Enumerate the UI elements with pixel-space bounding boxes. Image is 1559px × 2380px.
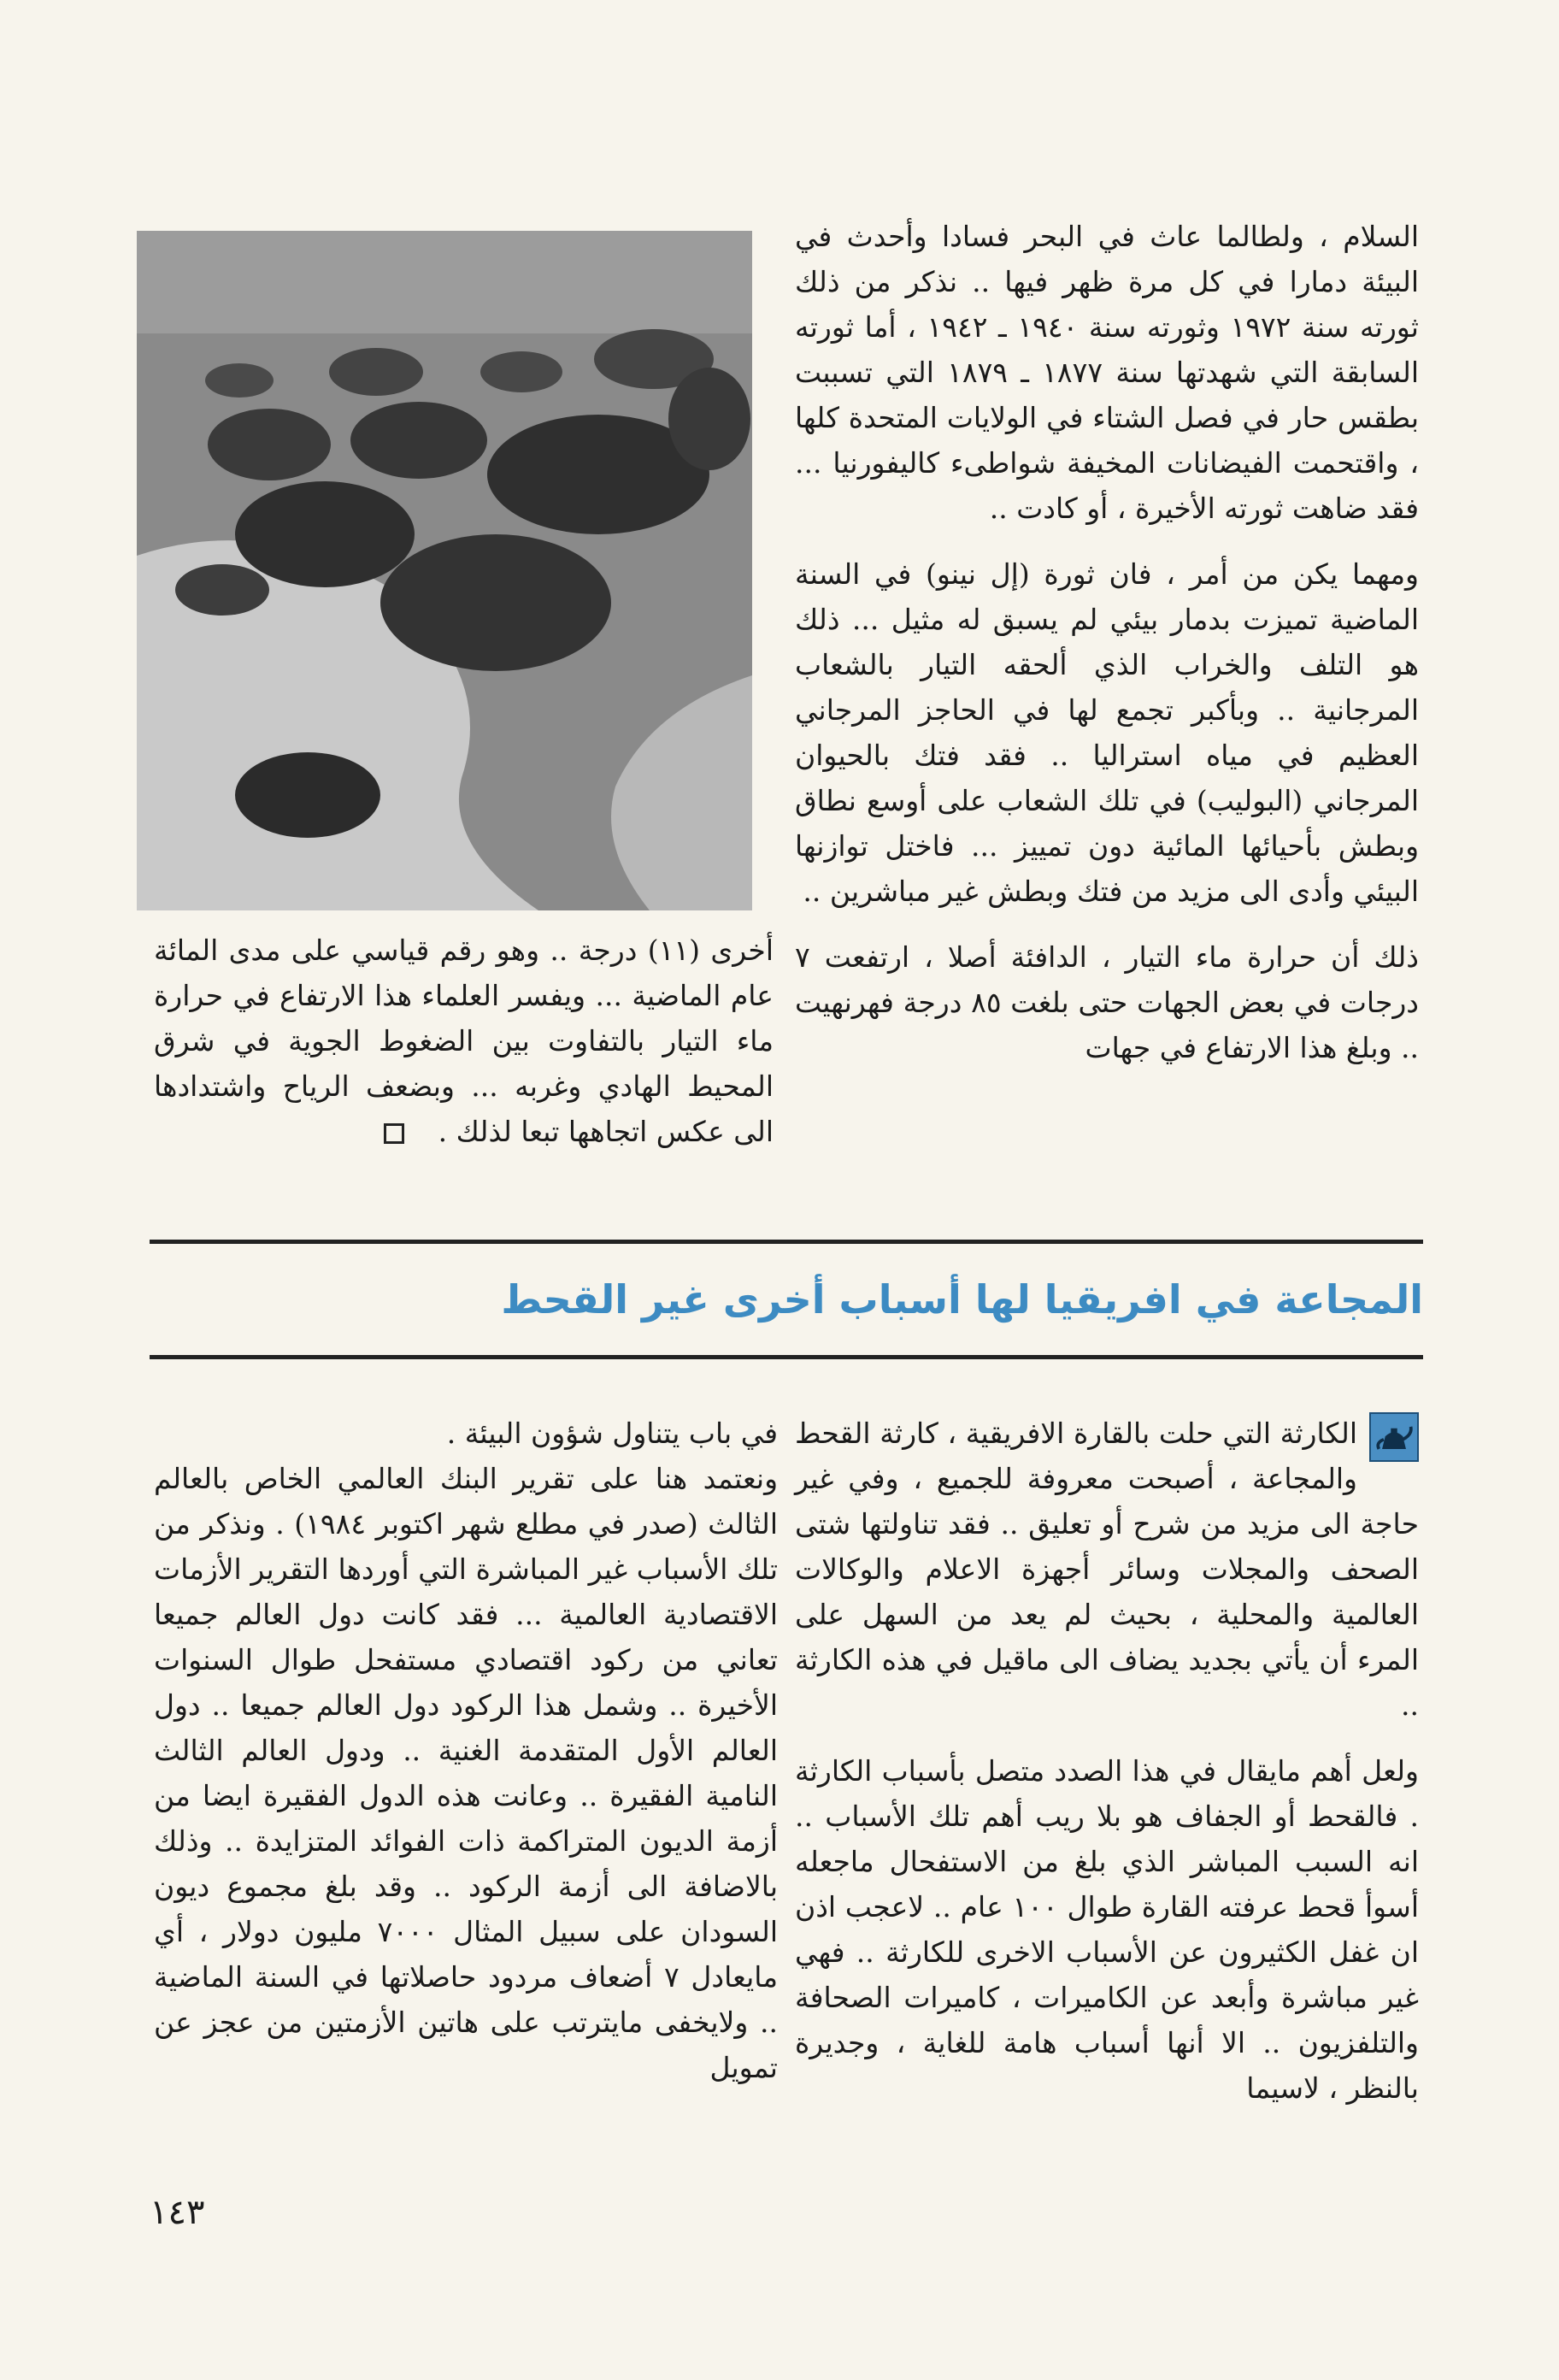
teapot-section-icon [1369,1412,1419,1462]
article-paragraph [154,928,774,1154]
article-bottom-left-column [154,1411,778,2090]
article-paragraph: ومهما يكن من أمر ، فان ثورة (إل نينو) في السنة الماضية تميزت بدمار بيئي لم يسبق له مثيل ... ذلك هو التلف والخراب الذي ألحقه التيار بالشعاب المرجانية .. وبأكبر تجمع لها في الحاجز المرجاني العظيم في مياه استراليا .. فقد فتك بالحيوان المرجاني (البوليب) في تلك الشعاب على أوسع نطاق وبطش بأحيائها المائية دون تمييز ... فاختل توازنها البيئي وأدى الى مزيد من فتك وبطش غير مباشرين .. [795,557,1419,908]
article-paragraph: في باب يتناول شؤون البيئة . [446,1417,778,1450]
article-top-left-column [154,928,774,1154]
section-divider-top [150,1240,1423,1244]
article-paragraph: ولعل أهم مايقال في هذا الصدد متصل بأسباب الكارثة . فالقحط أو الجفاف هو بلا ريب أهم تلك الأسباب .. انه السبب المباشر الذي بلغ من الاستفحال ماجعله أسوأ قحط عرفته القارة طوال ١٠٠ عام .. لاعجب اذن ان غفل الكثيرون عن الأسباب الاخرى للكارثة .. فهي غير مباشرة وأبعد عن الكاميرات ، كاميرات الصحافة والتلفزيون .. الا أنها أسباب هامة للغاية ، وجديرة بالنظر ، لاسيما [795,1754,1419,2105]
section-headline: المجاعة في افريقيا لها أسباب أخرى غير القحط [501,1276,1423,1323]
end-of-article-icon [384,1123,404,1144]
article-bottom-right-column [795,1411,1419,2111]
section-divider-bottom [150,1355,1423,1359]
page-number: ١٤٣ [150,2193,205,2232]
article-top-right-column [795,214,1419,1070]
coral-islands-photo [137,231,752,910]
article-paragraph-text: أخرى (١١) درجة .. وهو رقم قياسي على مدى المائة عام الماضية ... ويفسر العلماء هذا الارتفاع في حرارة ماء التيار بالتفاوت بين الضغوط الجوية في شرق المحيط الهادي وغربه ... وبضعف الرياح واشتدادها الى عكس اتجاهها تبعا لذلك . [154,934,774,1148]
article-paragraph: ونعتمد هنا على تقرير البنك العالمي الخاص بالعالم الثالث (صدر في مطلع شهر اكتوبر ١٩٨٤) . ونذكر من تلك الأسباب غير المباشرة التي أوردها التقرير الأزمات الاقتصادية العالمية ... فقد كانت دول العالم جميعا تعاني من ركود اقتصادي مستفحل طوال السنوات الأخيرة .. وشمل هذا الركود دول العالم جميعا .. دول العالم الأول المتقدمة الغنية .. ودول العالم الثالث النامية الفقيرة .. وعانت هذه الدول الفقيرة ايضا من أزمة الديون المتراكمة ذات الفوائد المتزايدة .. وذلك بالاضافة الى أزمة الركود .. وقد بلغ مجموع ديون السودان على سبيل المثال ٧٠٠٠ مليون دولار ، أي مايعادل ٧ أضعاف مردود حاصلاتها في السنة الماضية .. ولايخفى مايترتب على هاتين الأزمتين من عجز عن تمويل [154,1462,778,2084]
article-paragraph: ذلك أن حرارة ماء التيار ، الدافئة أصلا ، ارتفعت ٧ درجات في بعض الجهات حتى بلغت ٨٥ درجة فهرنهيت .. وبلغ هذا الارتفاع في جهات [795,940,1420,1064]
article-paragraph-text: الكارثة التي حلت بالقارة الافريقية ، كارثة القحط والمجاعة ، أصبحت معروفة للجميع ، وفي غير حاجة الى مزيد من شرح أو تعليق .. فقد تناولتها شتى الصحف والمجلات وسائر أجهزة الاعلام والوكالات العالمية والمحلية ، بحيث لم يعد من السهل على المرء أن يأتي بجديد يضاف الى ماقيل في هذه الكارثة .. [795,1417,1419,1722]
article-paragraph: السلام ، ولطالما عاث في البحر فسادا وأحدث في البيئة دمارا في كل مرة ظهر فيها .. نذكر من ذلك ثورته سنة ١٩٧٢ وثورته سنة ١٩٤٠ ـ ١٩٤٢ ، أما ثورته السابقة التي شهدتها سنة ١٨٧٧ ـ ١٨٧٩ التي تسببت بطقس حار في فصل الشتاء في الولايات المتحدة كلها ، واقتحمت الفيضانات المخيفة شواطىء كاليفورنيا ... فقد ضاهت ثورته الأخيرة ، أو كادت .. [795,220,1419,525]
article-paragraph [795,1411,1419,1728]
